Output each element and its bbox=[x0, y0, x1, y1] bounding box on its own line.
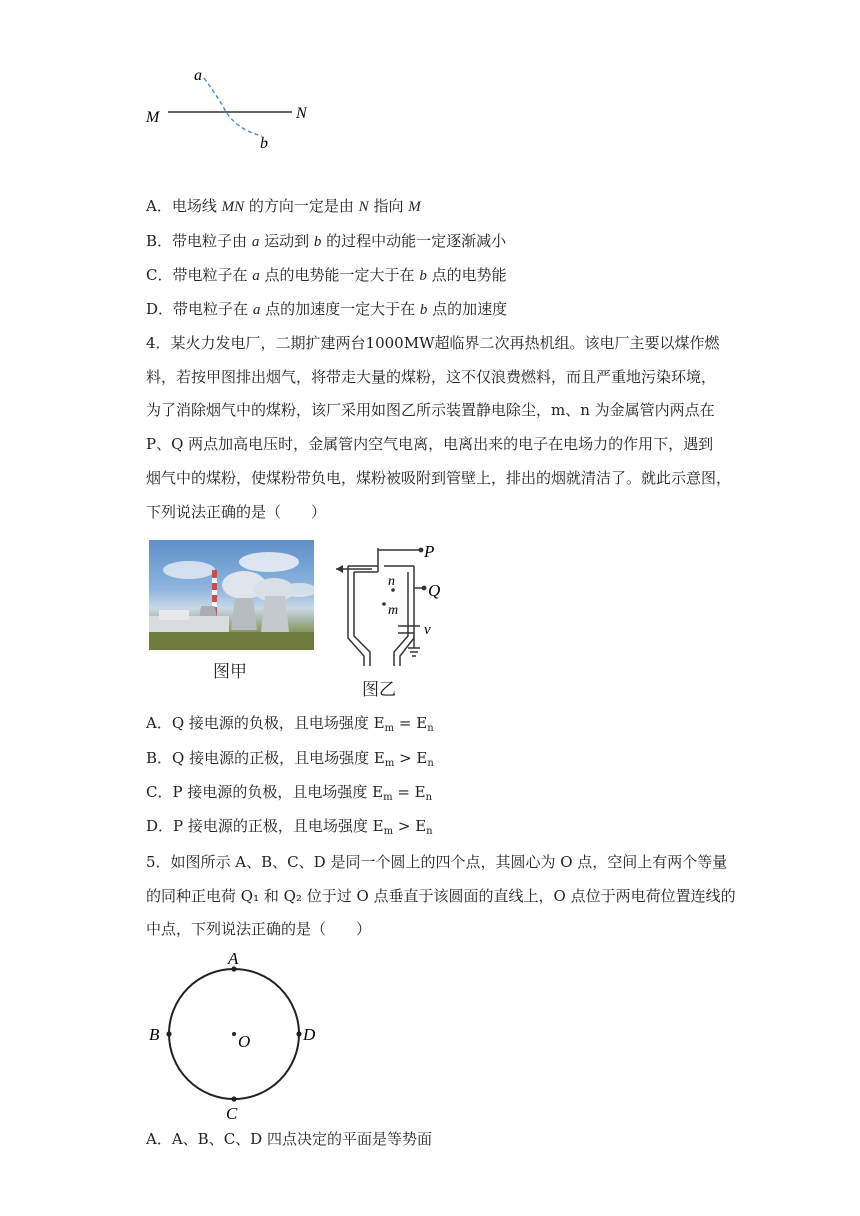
figure-jia-caption: 图甲 bbox=[213, 662, 247, 682]
label-p: P bbox=[424, 542, 435, 561]
trajectory-ab bbox=[204, 78, 262, 136]
q3-option-c: C．带电粒子在 a 点的电势能一定大于在 b 点的电势能 bbox=[146, 266, 507, 284]
power-plant-photo bbox=[149, 540, 314, 650]
label-v: v bbox=[424, 622, 431, 638]
q4-stem-line-4: P、Q 两点加高电压时，金属管内空气电离，电离出来的电子在电场力的作用下，遇到 bbox=[146, 435, 714, 453]
q3-option-d: D．带电粒子在 a 点的加速度一定大于在 b 点的加速度 bbox=[146, 300, 508, 318]
q4-stem-line-5: 烟气中的煤粉，使煤粉带负电，煤粉被吸附到管壁上，排出的烟就清洁了。就此示意图， bbox=[146, 469, 732, 487]
q3-option-b: B．带电粒子由 a 运动到 b 的过程中动能一定逐渐减小 bbox=[146, 232, 507, 250]
label-m-point: m bbox=[388, 603, 399, 618]
label-point-a: A bbox=[228, 949, 239, 968]
q4-stem-line-1: 4．某火力发电厂，二期扩建两台1000MW超临界二次再热机组。该电厂主要以煤作燃 bbox=[146, 334, 720, 352]
field-line-figure bbox=[140, 60, 330, 160]
label-n: N bbox=[296, 105, 307, 122]
label-q: Q bbox=[428, 581, 441, 600]
q4-stem-line-6: 下列说法正确的是（ ） bbox=[146, 503, 327, 521]
label-point-c: C bbox=[226, 1104, 238, 1123]
q4-stem-line-3: 为了消除烟气中的煤粉，该厂采用如图乙所示装置静电除尘，m、n 为金属管内两点在 bbox=[146, 401, 715, 419]
label-point-o: O bbox=[238, 1032, 251, 1051]
q4-option-d: D．P 接电源的正极，且电场强度 $E_m > E_n$ bbox=[146, 817, 433, 837]
q5-stem-line-1: 5．如图所示 A、B、C、D 是同一个圆上的四个点，其圆心为 O 点，空间上有两个等量 bbox=[146, 853, 728, 871]
figure-yi-caption: 图乙 bbox=[362, 680, 396, 700]
label-m: M bbox=[146, 109, 160, 126]
label-point-d: D bbox=[303, 1025, 316, 1044]
q5-stem-line-2: 的同种正电荷 Q₁ 和 Q₂ 位于过 O 点垂直于该圆面的直线上，O 点位于两电荷位置连线的 bbox=[146, 887, 736, 905]
label-b: b bbox=[260, 135, 268, 152]
q4-option-a: A．Q 接电源的负极，且电场强度 $E_m = E_n$ bbox=[146, 714, 434, 734]
q4-option-b: B．Q 接电源的正极，且电场强度 $E_m > E_n$ bbox=[146, 749, 434, 769]
q4-stem-line-2: 料，若按甲图排出烟气，将带走大量的煤粉，这不仅浪费燃料，而且严重地污染环境， bbox=[146, 368, 717, 386]
label-n-point: n bbox=[388, 574, 395, 589]
q5-option-a: A．A、B、C、D 四点决定的平面是等势面 bbox=[146, 1130, 432, 1148]
q4-option-c: C．P 接电源的负极，且电场强度 $E_m = E_n$ bbox=[146, 783, 433, 803]
circle-figure bbox=[140, 944, 330, 1126]
label-a: a bbox=[194, 67, 202, 84]
label-point-b: B bbox=[149, 1025, 160, 1044]
precipitator-diagram bbox=[328, 538, 448, 670]
q3-option-a: A．电场线 MN 的方向一定是由 N 指向 M bbox=[146, 197, 421, 215]
q5-stem-line-3: 中点，下列说法正确的是（ ） bbox=[146, 920, 372, 938]
